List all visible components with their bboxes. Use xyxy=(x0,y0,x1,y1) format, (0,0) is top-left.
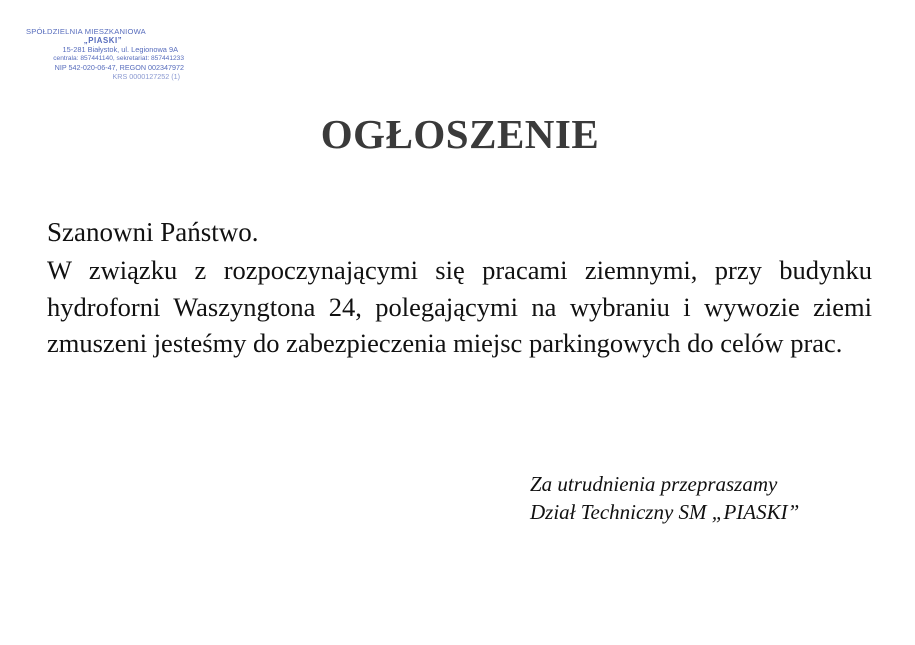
stamp-krs-number: KRS 0000127252 (1) xyxy=(112,72,180,81)
stamp-cooperative-short-name: „PIASKI” xyxy=(83,36,123,45)
notice-greeting: Szanowni Państwo. xyxy=(47,217,259,247)
signature-apology: Za utrudnienia przepraszamy xyxy=(530,472,778,496)
signature-department: Dział Techniczny SM „PIASKI” xyxy=(530,500,800,524)
stamp-tax-ids: NIP 542-020-06-47, REGON 002347972 xyxy=(54,63,184,72)
stamp-phone-numbers: centrala: 857441140, sekretariat: 857441233 xyxy=(53,55,184,62)
stamp-cooperative-name: SPÓŁDZIELNIA MIESZKANIOWA xyxy=(26,27,146,36)
signature-block xyxy=(530,470,799,526)
notice-body: W związku z rozpoczynającymi się pracami ziemnymi, przy budynku hydroforni Waszyngtona 24, polegającymi na wybraniu i wywozie ziemi zmuszeni jesteśmy do zabezpieczenia miejsc parkingowych do celów prac. xyxy=(47,255,872,358)
notice-title: OGŁOSZENIE xyxy=(320,111,600,157)
cooperative-stamp xyxy=(22,27,184,81)
stamp-address: 15-281 Białystok, ul. Legionowa 9A xyxy=(62,45,178,54)
